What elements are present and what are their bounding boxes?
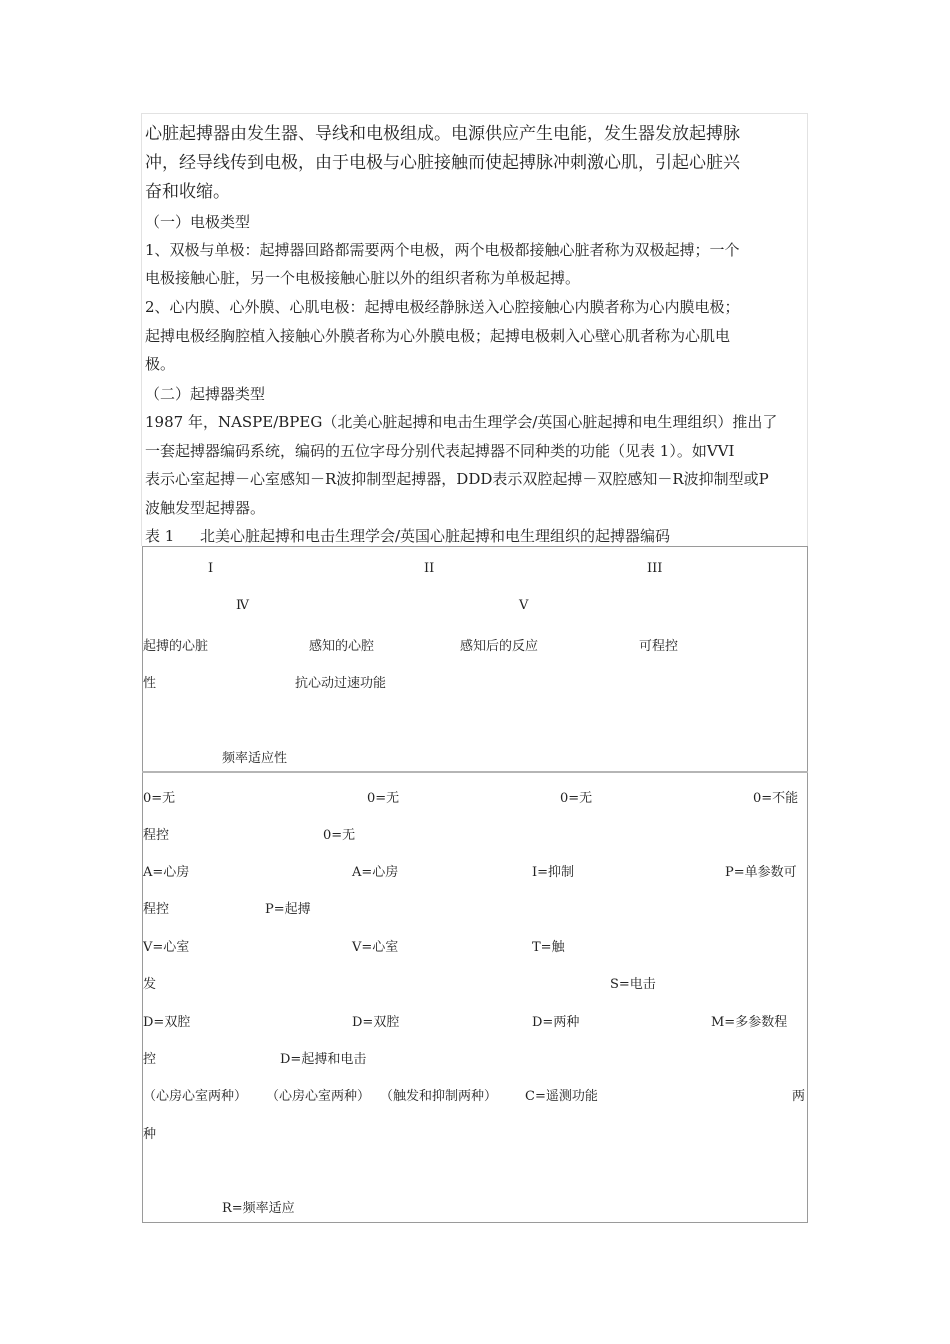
- intro-line-1: 心脏起搏器由发生器、导线和电极组成。电源供应产生电能，发生器发放起搏脉: [145, 124, 740, 144]
- body-r2b: 0=无: [323, 828, 356, 843]
- header-label-6: 频率适应性: [222, 751, 288, 766]
- header-col-2: ⅠⅠ: [424, 561, 435, 576]
- section1-item2-line-3: 极。: [145, 355, 176, 373]
- body-r7c: D=两种: [532, 1015, 580, 1030]
- body-r5c: T=触: [532, 940, 565, 955]
- header-col-4: Ⅳ: [236, 598, 249, 613]
- body-r5b: V=心室: [352, 940, 399, 955]
- body-r1b: 0=无: [367, 791, 400, 806]
- section1-heading: （一）电极类型: [145, 213, 251, 231]
- header-label-2: 感知的心腔: [309, 639, 375, 654]
- body-r9a: （心房心室两种）: [143, 1089, 248, 1104]
- body-r8b: D=起搏和电击: [280, 1052, 367, 1067]
- section2-body-line-3: 表示心室起搏－心室感知－R波抑制型起搏器，DDD表示双腔起搏－双腔感知－R波抑制型或P: [145, 470, 769, 488]
- body-r4a: 程控: [143, 902, 170, 917]
- section1-item2-line-2: 起搏电极经胸腔植入接触心外膜者称为心外膜电极；起搏电极刺入心壁心肌者称为心肌电: [145, 327, 731, 345]
- header-label-1: 起搏的心脏: [143, 639, 209, 654]
- body-r9c: （触发和抑制两种）: [380, 1089, 498, 1104]
- body-r1d: 0=不能: [753, 791, 799, 806]
- table-caption: [145, 525, 670, 546]
- body-r9b: （心房心室两种）: [266, 1089, 371, 1104]
- body-r7a: D=双腔: [143, 1015, 191, 1030]
- body-r8a: 控: [143, 1052, 157, 1067]
- body-r3d: P=单参数可: [725, 865, 797, 880]
- section2-body-line-4: 波触发型起搏器。: [145, 499, 266, 517]
- table-caption-number: 表 1: [145, 527, 175, 545]
- header-col-1: Ⅰ: [208, 561, 214, 576]
- body-r3a: A=心房: [143, 865, 190, 880]
- body-r7d: M=多参数程: [711, 1015, 788, 1030]
- body-r3b: A=心房: [352, 865, 399, 880]
- section2-body-line-1: 1987 年，NASPE/BPEG（北美心脏起搏和电击生理学会/英国心脏起搏和电生理组织）推出了: [145, 413, 778, 431]
- section2-heading: （二）起搏器类型: [145, 385, 266, 403]
- intro-line-3: 奋和收缩。: [145, 182, 230, 202]
- header-label-5: 抗心动过速功能: [295, 676, 387, 691]
- body-r5a: V=心室: [143, 940, 190, 955]
- body-r11a: R=频率适应: [222, 1201, 295, 1216]
- body-r9e: 两: [792, 1089, 806, 1104]
- body-r4b: P=起搏: [265, 902, 311, 917]
- header-label-4a: 可程控: [639, 639, 679, 654]
- body-r6a: 发: [143, 977, 157, 992]
- body-r1a: 0=无: [143, 791, 176, 806]
- table-caption-text: 北美心脏起搏和电击生理学会/英国心脏起搏和电生理组织的起搏器编码: [200, 527, 671, 545]
- table-header-divider: [142, 771, 808, 773]
- body-r10a: 种: [143, 1127, 157, 1142]
- section2-body-line-2: 一套起搏器编码系统，编码的五位字母分别代表起搏器不同种类的功能（见表 1）。如VVI: [145, 442, 735, 460]
- header-col-5: Ⅴ: [519, 598, 529, 613]
- section1-item1-line-2: 电极接触心脏，另一个电极接触心脏以外的组织者称为单极起搏。: [145, 269, 581, 287]
- body-r3c: I=抑制: [532, 865, 575, 880]
- body-r7b: D=双腔: [352, 1015, 400, 1030]
- body-r1c: 0=无: [560, 791, 593, 806]
- header-label-4b: 性: [143, 676, 157, 691]
- header-col-3: ⅠⅠⅠ: [647, 561, 663, 576]
- intro-line-2: 冲，经导线传到电极，由于电极与心脏接触而使起搏脉冲刺激心肌，引起心脏兴: [145, 153, 740, 173]
- body-r6b: S=电击: [610, 977, 656, 992]
- body-r9d: C=遥测功能: [525, 1089, 598, 1104]
- section1-item1-line-1: 1、双极与单极：起搏器回路都需要两个电极，两个电极都接触心脏者称为双极起搏；一个: [145, 241, 740, 259]
- section1-item2-line-1: 2、心内膜、心外膜、心肌电极：起搏电极经静脉送入心腔接触心内膜者称为心内膜电极；: [145, 298, 740, 316]
- body-r2a: 程控: [143, 828, 170, 843]
- header-label-3: 感知后的反应: [460, 639, 539, 654]
